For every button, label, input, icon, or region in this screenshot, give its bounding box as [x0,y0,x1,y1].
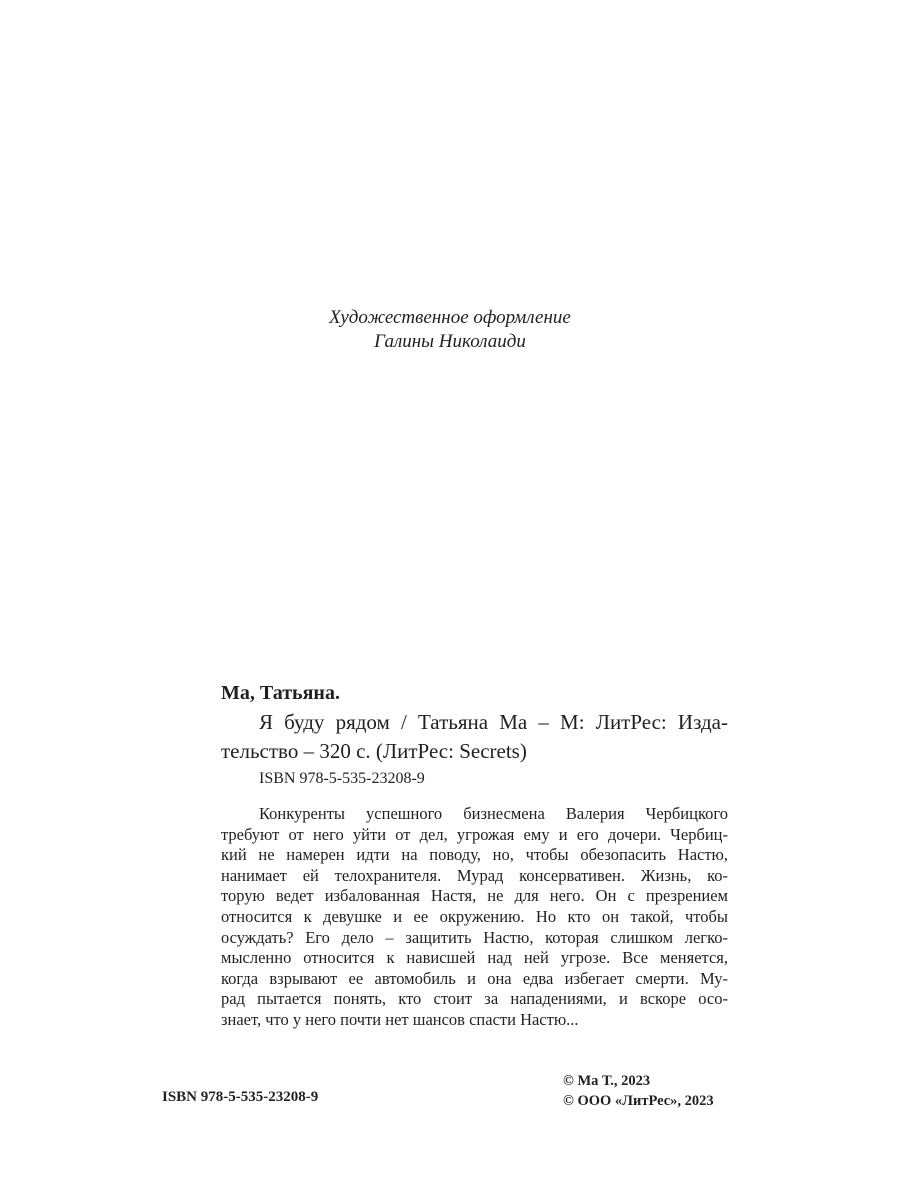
abstract-line: осуждать? Его дело – защитить Настю, которая слишком легко- [221,927,728,947]
bibliographic-entry [221,708,728,766]
abstract-line: относится к девушке и ее окружению. Но кто он такой, чтобы [221,906,728,926]
abstract-line: знает, что у него почти нет шансов спасти Настю... [221,1009,579,1029]
copyright-publisher: © ООО «ЛитРес», 2023 [563,1093,714,1109]
bibliographic-line-1: Я буду рядом / Татьяна Ма – М: ЛитРес: Изда- [259,710,728,734]
abstract-line: Конкуренты успешного бизнесмена Валерия Чербицкого [259,804,728,823]
abstract-line: кий не намерен идти на поводу, но, чтобы обезопасить Настю, [221,845,728,865]
author-heading: Ма, Татьяна. [221,682,340,704]
design-credit [0,306,900,354]
design-credit-title: Художественное оформление [329,307,571,328]
isbn-inline: ISBN 978-5-535-23208-9 [259,770,425,787]
copyright-block [563,1071,714,1111]
abstract [221,804,728,1031]
abstract-line: мысленно относится к нависшей над ней угрозе. Все меняется, [221,948,728,968]
abstract-line: рад пытается понять, кто стоит за нападениями, и вскоре осо- [221,989,728,1009]
abstract-line: торую ведет избалованная Настя, не для него. Он с презрением [221,886,728,906]
isbn-footer: ISBN 978-5-535-23208-9 [162,1089,319,1105]
design-credit-name: Галины Николаиди [374,331,526,352]
copyright-author: © Ма Т., 2023 [563,1073,651,1089]
abstract-line: нанимает ей телохранителя. Мурад консервативен. Жизнь, ко- [221,865,728,885]
abstract-line: требуют от него уйти от дел, угрожая ему и его дочери. Чербиц- [221,824,728,844]
abstract-line: когда взрывают ее автомобиль и она едва избегает смерти. Му- [221,968,728,988]
bibliographic-line-2: тельство – 320 с. (ЛитРес: Secrets) [221,739,527,763]
